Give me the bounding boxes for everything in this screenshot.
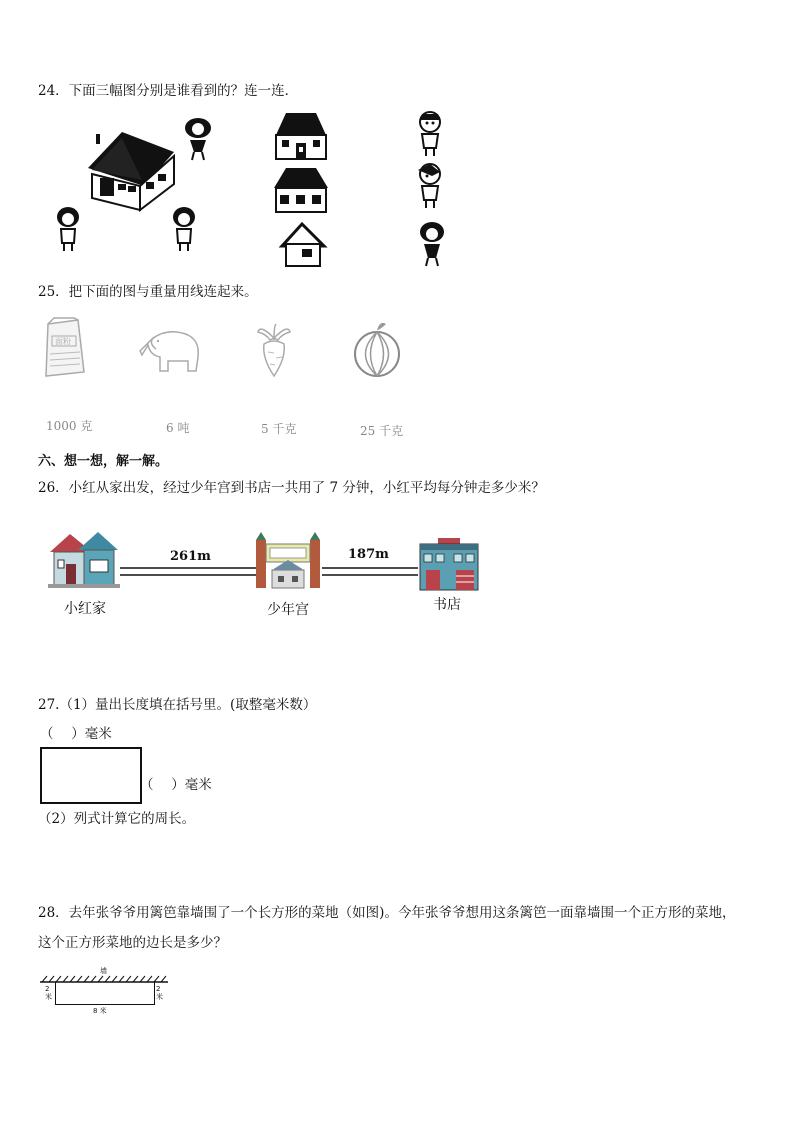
girl-figure-2 <box>412 162 448 210</box>
girl-left-figure <box>50 205 86 253</box>
q28-side-right: 2米 <box>156 985 163 1001</box>
youth-palace-image <box>252 530 324 590</box>
q28-side-left: 2米 <box>45 985 52 1001</box>
q26-text: 26．小红从家出发，经过少年宫到书店一共用了 7 分钟，小红平均每分钟走多少米？ <box>38 480 545 496</box>
house-gable-view <box>280 222 326 268</box>
q28-garden-rect <box>55 982 155 1005</box>
carrot-image <box>252 322 296 378</box>
house-front-view <box>272 111 330 161</box>
girl-figure-1 <box>412 110 448 158</box>
girl-figure-3 <box>414 220 450 268</box>
weight-label-2: 6 吨 <box>166 421 190 435</box>
q27-blank-top: （ ）毫米 <box>40 726 112 742</box>
q24-text: 24．下面三幅图分别是谁看到的？连一连． <box>38 83 299 99</box>
label-xiaohong-home: 小红家 <box>64 601 106 617</box>
q27-part2: （2）列式计算它的周长。 <box>38 811 196 827</box>
bookstore-image <box>418 538 480 592</box>
elephant-image <box>138 325 204 375</box>
house-side-long-view <box>272 166 330 214</box>
flour-bag-image <box>40 318 88 378</box>
girl-right-figure <box>166 205 202 253</box>
q27-blank-side: （ ）毫米 <box>140 777 212 793</box>
label-bookstore: 书店 <box>433 597 461 613</box>
section-6-title: 六、想一想，解一解。 <box>38 454 169 469</box>
house-3d-image <box>82 128 182 214</box>
q27-text: 27.（1）量出长度填在括号里。(取整毫米数） <box>38 697 317 713</box>
distance-261: 261m <box>170 549 211 564</box>
weight-label-1: 1000 克 <box>46 419 93 433</box>
watermelon-image <box>352 318 402 380</box>
q28-line2: 这个正方形菜地的边长是多少？ <box>38 935 227 951</box>
q28-wall-label: 墙 <box>100 967 107 975</box>
q28-line1: 28．去年张爷爷用篱笆靠墙围了一个长方形的菜地（如图)。今年张爷爷想用这条篱笆一面靠墙围一个正方形的菜地， <box>38 905 736 921</box>
flour-bag-label: 面粉 <box>55 337 71 346</box>
xiaohong-home-image <box>48 530 120 588</box>
distance-187: 187m <box>348 547 389 562</box>
girl-top-figure <box>180 116 216 162</box>
label-youth-palace: 少年宫 <box>267 602 309 618</box>
q28-bottom-label: 8 米 <box>93 1007 107 1015</box>
q27-rectangle <box>40 747 142 804</box>
weight-label-3: 5 千克 <box>261 422 297 436</box>
weight-label-4: 25 千克 <box>360 424 404 438</box>
q25-text: 25．把下面的图与重量用线连起来。 <box>38 284 258 300</box>
